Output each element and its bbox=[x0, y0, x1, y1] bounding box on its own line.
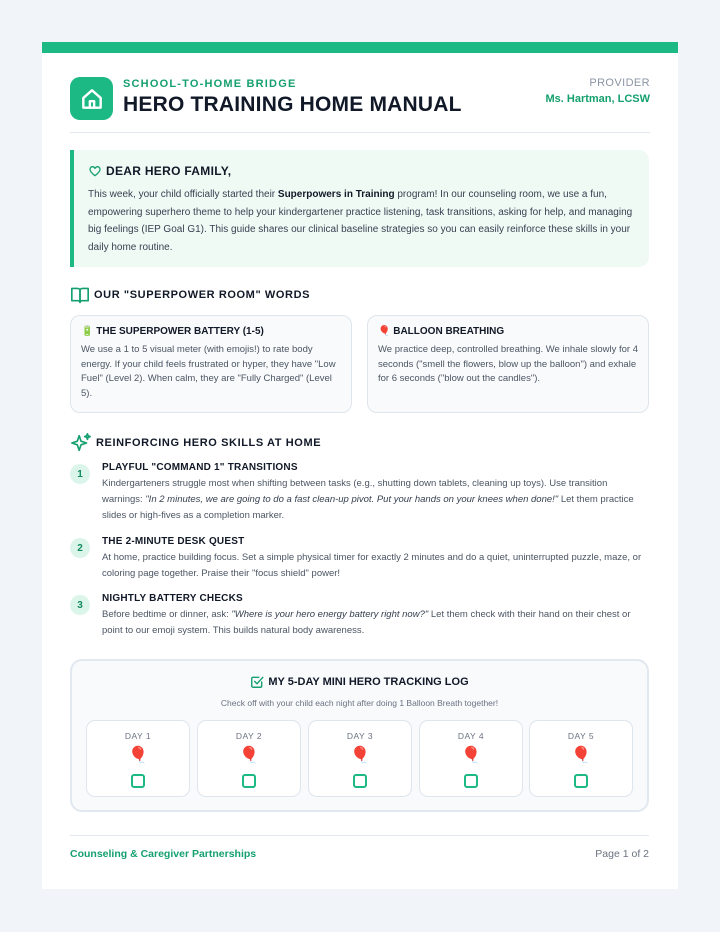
log-subtitle: Check off with your child each night after doing 1 Balloon Breath together! bbox=[220, 698, 499, 708]
battery-icon: 🔋 bbox=[81, 326, 94, 337]
skill-title: THE 2-MINUTE DESK QUEST bbox=[102, 536, 245, 547]
day-checkbox[interactable] bbox=[131, 774, 145, 788]
footer bbox=[70, 835, 649, 860]
battery-card-title bbox=[81, 326, 341, 337]
balloon-card bbox=[367, 315, 649, 413]
skill-quote: "Where is your hero energy battery right now?" bbox=[231, 609, 429, 620]
skill-text-after: Let them practice slides or high-fives as a completion marker. bbox=[102, 494, 634, 521]
day-card bbox=[529, 720, 633, 797]
day-label: DAY 1 bbox=[124, 731, 152, 741]
day-card bbox=[86, 720, 190, 797]
day-label: DAY 3 bbox=[346, 731, 374, 741]
home-icon bbox=[70, 77, 113, 120]
log-heading bbox=[72, 675, 647, 689]
skill-text bbox=[102, 607, 649, 639]
balloon-card-title bbox=[378, 326, 638, 337]
balloon-icon: 🎈 bbox=[461, 747, 481, 764]
skill-number: 2 bbox=[70, 538, 90, 558]
provider-name: Ms. Hartman, LCSW bbox=[545, 93, 650, 105]
letter-body bbox=[88, 186, 635, 256]
day-card bbox=[419, 720, 523, 797]
letter-heading bbox=[88, 164, 635, 178]
header bbox=[70, 53, 650, 133]
day-card bbox=[197, 720, 301, 797]
balloon-icon: 🎈 bbox=[128, 747, 148, 764]
battery-title-text: THE SUPERPOWER BATTERY (1-5) bbox=[96, 326, 264, 337]
skill-item bbox=[70, 536, 649, 582]
sparkles-icon bbox=[70, 432, 92, 454]
skill-quote: "In 2 minutes, we are going to do a fast clean-up pivot. Put your hands on your knees when done!" bbox=[145, 494, 559, 505]
skills-section-title: REINFORCING HERO SKILLS AT HOME bbox=[96, 437, 322, 449]
skill-title: NIGHTLY BATTERY CHECKS bbox=[102, 593, 243, 604]
day-checkbox[interactable] bbox=[464, 774, 478, 788]
footer-org: Counseling & Caregiver Partnerships bbox=[70, 848, 257, 860]
day-label: DAY 2 bbox=[235, 731, 263, 741]
words-section-heading bbox=[70, 286, 310, 304]
skill-text bbox=[102, 550, 649, 582]
balloon-icon: 🎈 bbox=[378, 326, 391, 337]
balloon-icon: 🎈 bbox=[350, 747, 370, 764]
manual-page bbox=[42, 42, 678, 889]
skill-text bbox=[102, 476, 649, 524]
letter-text-after: program! In our counseling room, we use a fun, empowering superhero theme to help your kindergartener practice listening, task transitions, asking for help, and managing big feelings (IEP Goal G1). This guide shares our clinical baseline strategies so you can easily reinforce these skills in your daily home routine. bbox=[88, 189, 633, 253]
balloon-card-text: We practice deep, controlled breathing. We inhale slowly for 4 seconds ("smell the flowers, blow up the balloon") and exhale for 6 seconds ("blow out the candles"). bbox=[378, 344, 638, 384]
day-card bbox=[308, 720, 412, 797]
page-number: Page 1 of 2 bbox=[595, 848, 649, 860]
skill-title: PLAYFUL "COMMAND 1" TRANSITIONS bbox=[102, 462, 298, 473]
letter-heading-text: DEAR HERO FAMILY, bbox=[106, 164, 232, 178]
battery-card-text: We use a 1 to 5 visual meter (with emojis!) to rate body energy. If your child feels frustrated or hyper, they have "Low Fuel" (Level 2). When calm, they are "Fully Charged" (Level 5). bbox=[81, 344, 336, 399]
provider-label: PROVIDER bbox=[589, 77, 650, 89]
balloon-icon: 🎈 bbox=[239, 747, 259, 764]
skill-number: 1 bbox=[70, 464, 90, 484]
heart-icon bbox=[88, 164, 102, 178]
day-checkbox[interactable] bbox=[574, 774, 588, 788]
words-section-title: OUR "SUPERPOWER ROOM" WORDS bbox=[94, 289, 311, 301]
day-label: DAY 4 bbox=[457, 731, 485, 741]
day-checkbox[interactable] bbox=[353, 774, 367, 788]
skill-item bbox=[70, 462, 649, 524]
book-icon bbox=[70, 286, 90, 304]
battery-card bbox=[70, 315, 352, 413]
top-accent-bar bbox=[42, 42, 678, 53]
log-title: MY 5-DAY MINI HERO TRACKING LOG bbox=[268, 676, 469, 688]
header-kicker: SCHOOL-TO-HOME BRIDGE bbox=[123, 78, 297, 90]
provider-block bbox=[545, 77, 650, 105]
skill-text-before: At home, practice building focus. Set a simple physical timer for exactly 2 minutes and do a quiet, uninterrupted puzzle, maze, or coloring page together. Praise their "focus shield" power! bbox=[102, 552, 642, 579]
tracking-log bbox=[70, 659, 649, 812]
skills-section-heading bbox=[70, 432, 321, 454]
program-name: Superpowers in Training bbox=[277, 189, 395, 200]
day-label: DAY 5 bbox=[567, 731, 595, 741]
skill-text-before: Kindergarteners struggle most when shifting between tasks (e.g., shutting down tablets, cleaning up toys). Use transition warnings: bbox=[102, 478, 608, 505]
page-title: HERO TRAINING HOME MANUAL bbox=[123, 93, 462, 116]
skill-text-after: Let them check with their hand on their chest or point to our emoji system. This builds natural body awareness. bbox=[102, 609, 631, 636]
family-letter bbox=[70, 150, 649, 267]
check-square-icon bbox=[250, 675, 264, 689]
skill-item bbox=[70, 593, 649, 639]
balloon-title-text: BALLOON BREATHING bbox=[393, 326, 505, 337]
day-checkbox[interactable] bbox=[242, 774, 256, 788]
letter-text-before: This week, your child officially started their bbox=[88, 189, 278, 200]
skill-number: 3 bbox=[70, 595, 90, 615]
skill-text-before: Before bedtime or dinner, ask: bbox=[102, 609, 232, 620]
balloon-icon: 🎈 bbox=[571, 747, 591, 764]
